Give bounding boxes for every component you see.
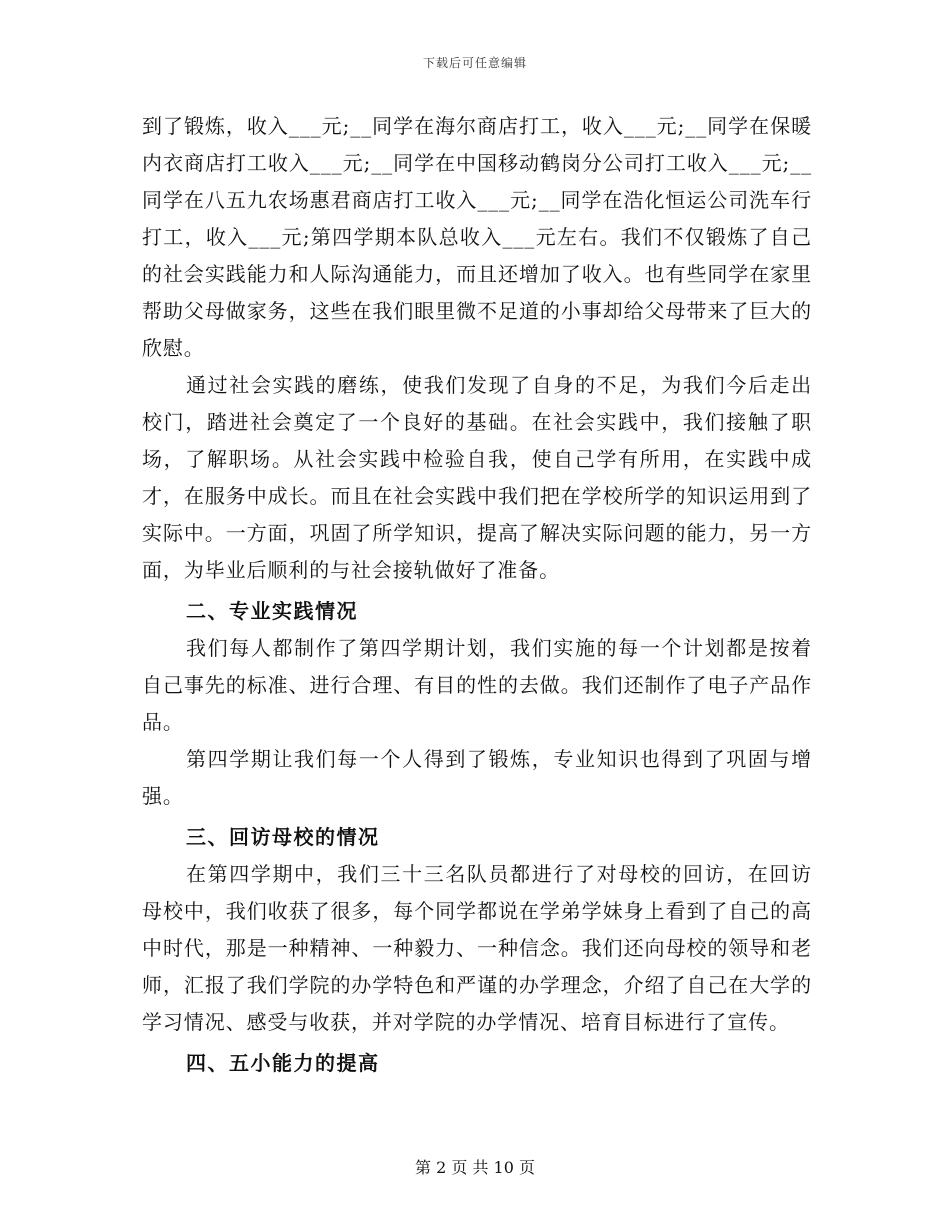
paragraph-plan: 我们每人都制作了第四学期计划，我们实施的每一个计划都是按着自己事先的标准、进行合理、有目的性的去做。我们还制作了电子产品作品。 bbox=[142, 636, 812, 734]
section-heading-alma-mater-visit: 三、回访母校的情况 bbox=[186, 825, 380, 849]
paragraph-alma-mater-visit: 在第四学期中，我们三十三名队员都进行了对母校的回访，在回访母校中，我们收获了很多，每个同学都说在学弟学妹身上看到了自己的高中时代，那是一种精神、一种毅力、一种信念。我们还向母校的领导和老师，汇报了我们学院的办学特色和严谨的办学理念，介绍了自己在大学的学习情况、感受与收获，并对学院的办学情况、培育目标进行了宣传。 bbox=[142, 862, 812, 1034]
paragraph-social-practice: 通过社会实践的磨练，使我们发现了自身的不足，为我们今后走出校门，踏进社会奠定了一个良好的基础。在社会实践中，我们接触了职场，了解职场。从社会实践中检验自我，使自己学有所用，在实践中成才，在服务中成长。而且在社会实践中我们把在学校所学的知识运用到了实际中。一方面，巩固了所学知识，提高了解决实际问题的能力，另一方面，为毕业后顺利的与社会接轨做好了准备。 bbox=[142, 373, 812, 582]
section-heading-five-abilities: 四、五小能力的提高 bbox=[186, 1051, 380, 1075]
document-body bbox=[142, 108, 812, 1082]
paragraph-income: 到了锻炼，收入___元;__同学在海尔商店打工，收入___元;__同学在保暖内衣商店打工收入___元;__同学在中国移动鹤岗分公司打工收入___元;__同学在八五九农场惠君商店打工收入___元;__同学在浩化恒运公司洗车行打工，收入___元;第四学期本队总收入___元左右。我们不仅锻炼了自己的社会实践能力和人际沟通能力，而且还增加了收入。也有些同学在家里帮助父母做家务，这些在我们眼里微不足道的小事却给父母带来了巨大的欣慰。 bbox=[142, 114, 812, 360]
page-number: 第 2 页 共 10 页 bbox=[415, 1158, 535, 1177]
page-header: 下载后可任意编辑 bbox=[422, 56, 527, 70]
section-heading-professional-practice: 二、专业实践情况 bbox=[186, 599, 358, 623]
paragraph-fourth-term: 第四学期让我们每一个人得到了锻炼，专业知识也得到了巩固与增强。 bbox=[142, 747, 812, 808]
